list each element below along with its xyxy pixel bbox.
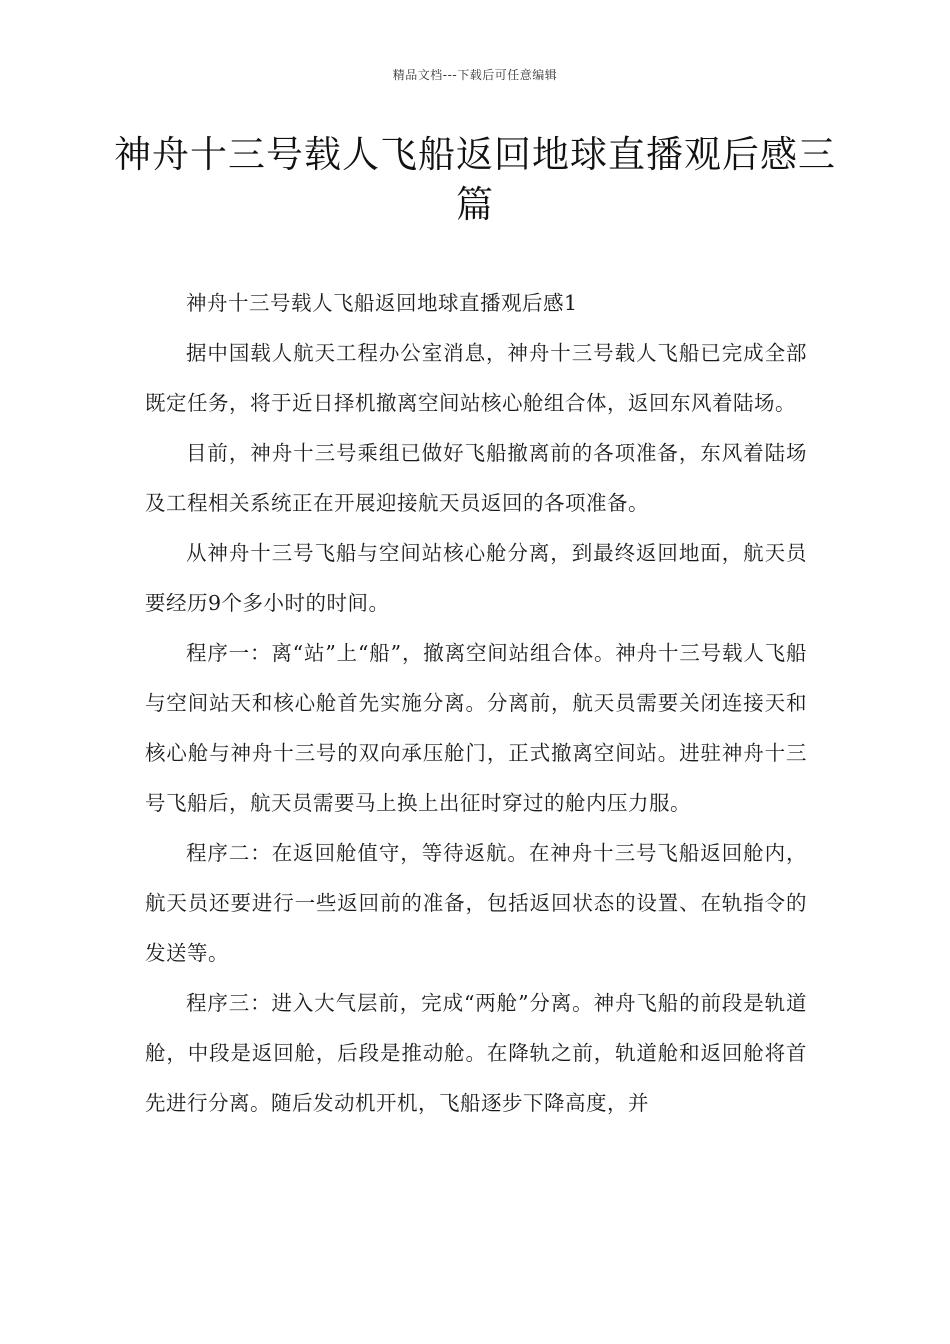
document-title: 神舟十三号载人飞船返回地球直播观后感三篇 (114, 133, 836, 226)
paragraph: 程序三：进入大气层前，完成“两舱”分离。神舟飞船的前段是轨道舱，中段是返回舱，后段是推动舱。在降轨之前，轨道舱和返回舱将首先进行分离。随后发动机开机，飞船逐步下降高度，并 (145, 991, 807, 1115)
document-body (145, 278, 807, 1128)
paragraph: 据中国载人航天工程办公室消息，神舟十三号载人飞船已完成全部既定任务，将于近日择机撤离空间站核心舱组合体，返回东风着陆场。 (145, 341, 807, 415)
paragraph: 从神舟十三号飞船与空间站核心舱分离，到最终返回地面，航天员要经历9个多小时的时间。 (145, 541, 807, 615)
paragraph-subtitle: 神舟十三号载人飞船返回地球直播观后感1 (186, 291, 578, 315)
paragraph: 程序一：离“站”上“船”，撤离空间站组合体。神舟十三号载人飞船与空间站天和核心舱首先实施分离。分离前，航天员需要关闭连接天和核心舱与神舟十三号的双向承压舱门，正式撤离空间站。进驻神舟十三号飞船后，航天员需要马上换上出征时穿过的舱内压力服。 (145, 641, 807, 815)
page-header: 精品文档---下载后可任意编辑 (392, 68, 558, 82)
paragraph: 目前，神舟十三号乘组已做好飞船撤离前的各项准备，东风着陆场及工程相关系统正在开展迎接航天员返回的各项准备。 (145, 441, 807, 515)
paragraph: 程序二：在返回舱值守，等待返航。在神舟十三号飞船返回舱内，航天员还要进行一些返回前的准备，包括返回状态的设置、在轨指令的发送等。 (145, 841, 807, 965)
